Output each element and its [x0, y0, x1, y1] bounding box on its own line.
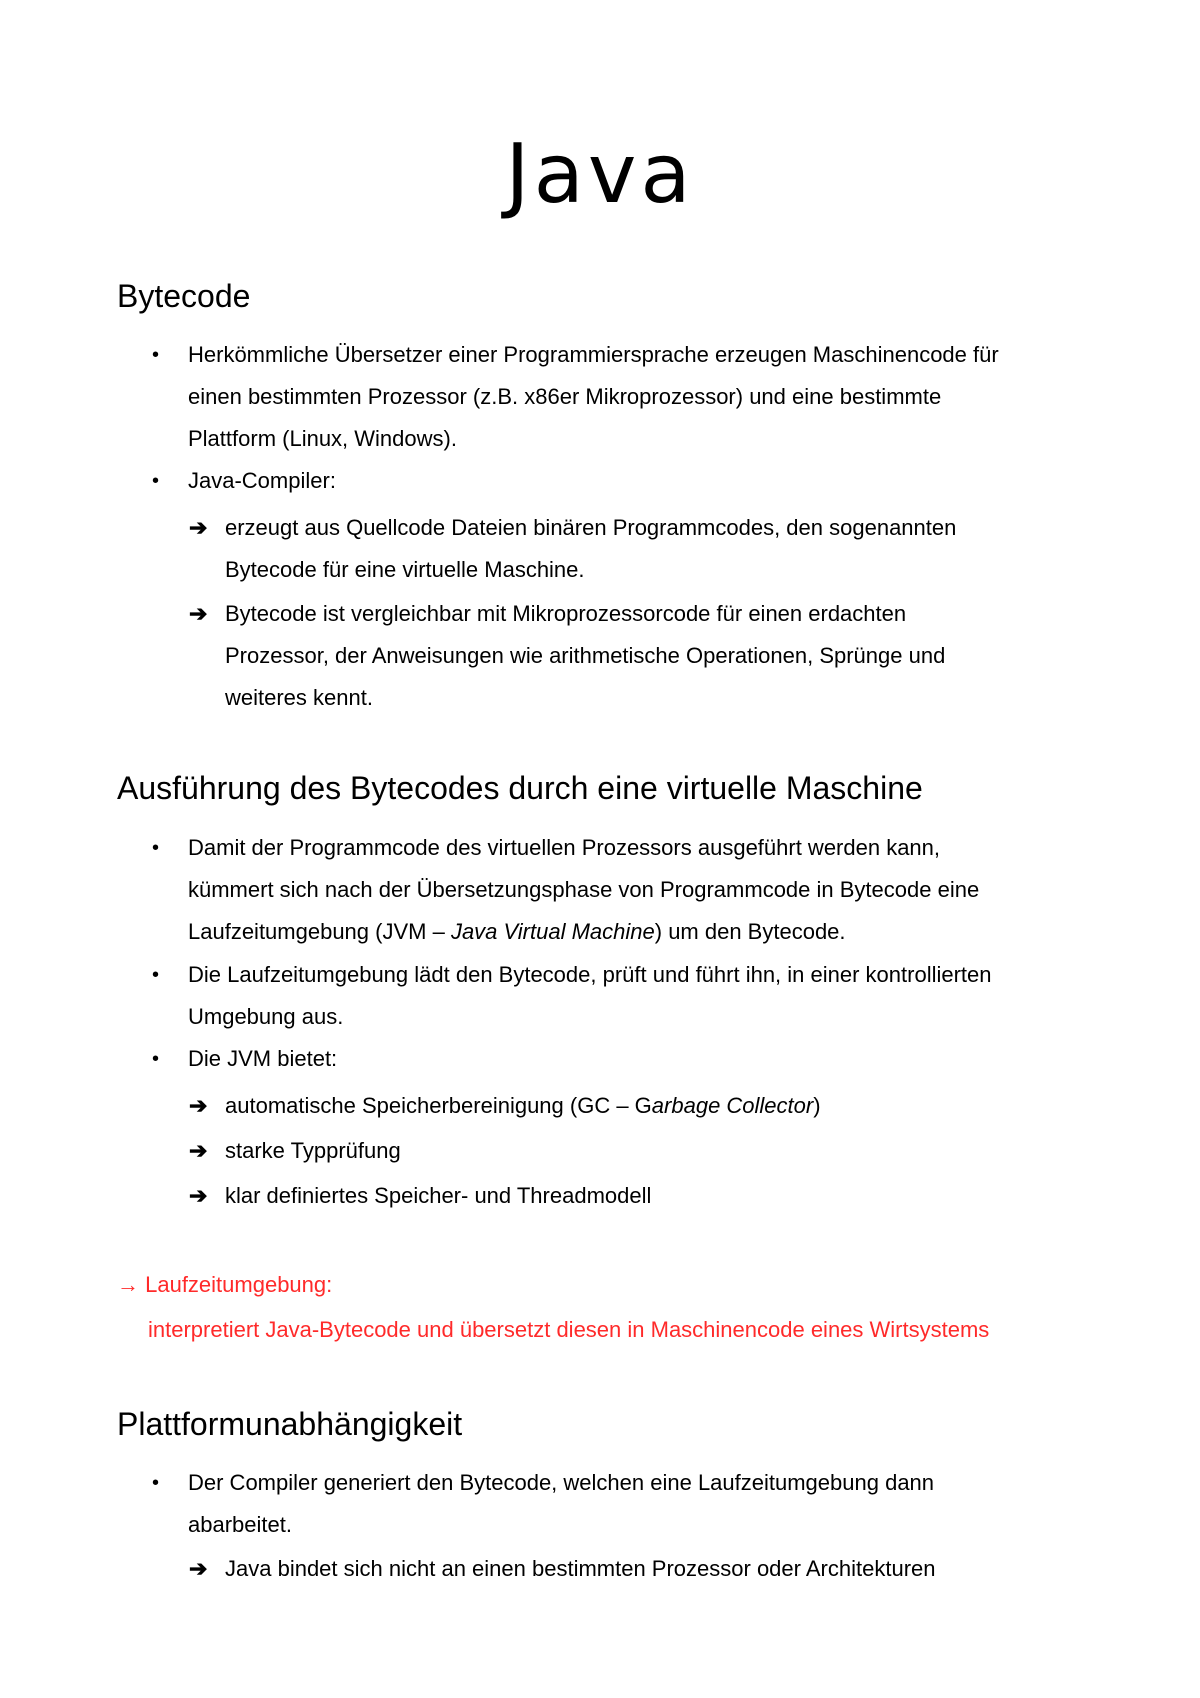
bullet-icon: • [152, 964, 160, 986]
heading-virtual-machine: Ausführung des Bytecodes durch eine virtuelle Maschine [117, 770, 923, 806]
document-title: Java [505, 127, 695, 222]
arrow-right-icon: ➔ [189, 601, 208, 626]
text-line: Java bindet sich nicht an einen bestimmten Prozessor oder Architekturen [225, 1556, 936, 1581]
text-line: Prozessor, der Anweisungen wie arithmetische Operationen, Sprünge und [225, 643, 946, 668]
text-line: Damit der Programmcode des virtuellen Prozessors ausgeführt werden kann, [188, 835, 941, 860]
arrow-right-icon: ➔ [189, 1556, 208, 1581]
text-segment: ) um den Bytecode. [654, 919, 846, 944]
bullet-icon: • [152, 470, 160, 492]
text-line: Bytecode für eine virtuelle Maschine. [225, 557, 585, 582]
note-heading: → Laufzeitumgebung: [117, 1272, 333, 1297]
arrow-right-icon: ➔ [189, 1183, 208, 1208]
heading-bytecode: Bytecode [117, 278, 251, 314]
gc-term: arbage Collector [651, 1093, 814, 1118]
text-line: erzeugt aus Quellcode Dateien binären Programmcodes, den sogenannten [225, 515, 957, 540]
arrow-right-icon: ➔ [189, 1093, 208, 1118]
text-line: Der Compiler generiert den Bytecode, welchen eine Laufzeitumgebung dann [188, 1470, 935, 1495]
bullet-icon: • [152, 1048, 160, 1070]
heading-platform-independence: Plattformunabhängigkeit [117, 1406, 463, 1442]
arrow-right-icon: ➔ [189, 515, 208, 540]
text-line: kümmert sich nach der Übersetzungsphase von Programmcode in Bytecode eine [188, 877, 980, 902]
text-line: Java-Compiler: [188, 468, 336, 493]
text-line: weiteres kennt. [225, 685, 373, 710]
text-line: Umgebung aus. [188, 1004, 344, 1029]
arrow-right-icon: ➔ [189, 1138, 208, 1163]
text-segment: Laufzeitumgebung (JVM – [188, 919, 451, 944]
text-line: Bytecode ist vergleichbar mit Mikroprozessorcode für einen erdachten [225, 601, 907, 626]
text-line: abarbeitet. [188, 1512, 292, 1537]
text-line: starke Typprüfung [225, 1138, 401, 1163]
text-line: Die JVM bietet: [188, 1046, 338, 1071]
text-line: Die Laufzeitumgebung lädt den Bytecode, prüft und führt ihn, in einer kontrollierten [188, 962, 992, 987]
note-text: interpretiert Java-Bytecode und übersetzt diesen in Maschinencode eines Wirtsystems [148, 1317, 990, 1342]
text-line: klar definiertes Speicher- und Threadmodell [225, 1183, 652, 1208]
text-line: Herkömmliche Übersetzer einer Programmiersprache erzeugen Maschinencode für [188, 342, 999, 367]
bullet-icon: • [152, 344, 160, 366]
text-segment: ) [813, 1093, 821, 1118]
text-segment: automatische Speicherbereinigung (GC – G [225, 1093, 652, 1118]
text-line [225, 1091, 821, 1121]
text-line: Plattform (Linux, Windows). [188, 426, 457, 451]
jvm-term: Java Virtual Machine [450, 919, 655, 944]
text-line: einen bestimmten Prozessor (z.B. x86er Mikroprozessor) und eine bestimmte [188, 384, 942, 409]
text-line [188, 917, 846, 947]
bullet-icon: • [152, 837, 160, 859]
bullet-icon: • [152, 1472, 160, 1494]
